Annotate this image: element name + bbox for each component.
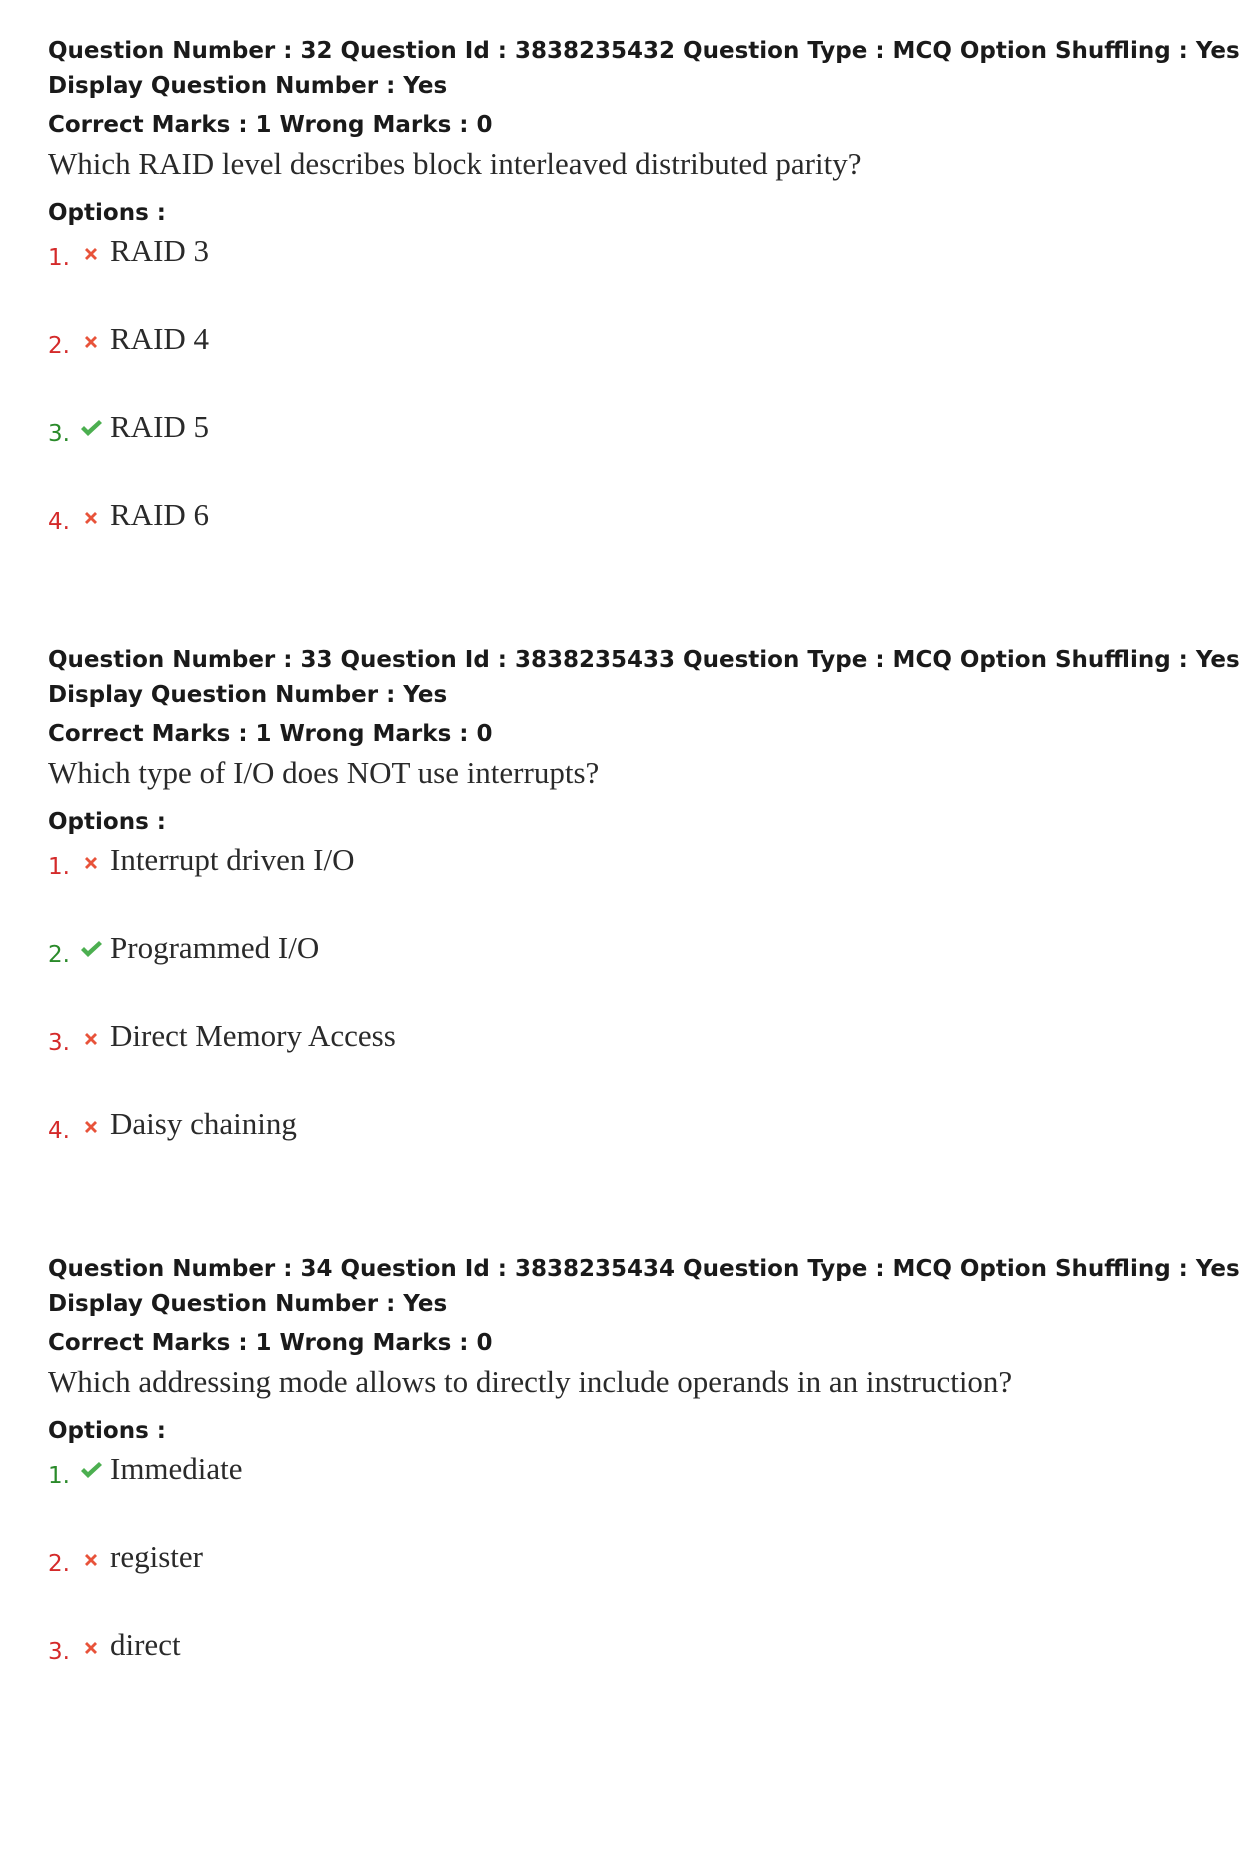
option-number: 2.: [48, 333, 70, 359]
cross-icon: [78, 1024, 104, 1050]
option-text: direct: [110, 1627, 181, 1662]
question-block: [48, 643, 1240, 1252]
option-item: [48, 497, 1198, 585]
options-label: Options :: [48, 200, 166, 226]
option-item: [48, 233, 1198, 321]
option-text: RAID 4: [110, 321, 210, 356]
option-item: [48, 1018, 1198, 1106]
question-meta: Question Number : 34 Question Id : 3838235434 Question Type : MCQ Option Shuffling : Yes: [48, 1256, 1240, 1282]
cross-icon: [78, 239, 104, 265]
option-item: [48, 321, 1198, 409]
option-text: Direct Memory Access: [110, 1018, 396, 1053]
option-text: Immediate: [110, 1451, 243, 1486]
option-text: Programmed I/O: [110, 930, 320, 965]
cross-icon: [78, 503, 104, 529]
question-meta: Question Number : 32 Question Id : 3838235432 Question Type : MCQ Option Shuffling : Yes: [48, 38, 1240, 64]
display-question-number: Display Question Number : Yes: [48, 1291, 448, 1317]
option-number: 3.: [48, 1030, 70, 1056]
option-text: RAID 6: [110, 497, 210, 532]
question-marks: Correct Marks : 1 Wrong Marks : 0: [48, 721, 493, 747]
options-list: [48, 842, 1198, 1194]
option-item: [48, 842, 1198, 930]
option-text: Interrupt driven I/O: [110, 842, 355, 877]
check-icon: [78, 936, 104, 962]
check-icon: [78, 1457, 104, 1483]
question-meta: Question Number : 33 Question Id : 3838235433 Question Type : MCQ Option Shuffling : Yes: [48, 647, 1240, 673]
display-question-number: Display Question Number : Yes: [48, 682, 448, 708]
cross-icon: [78, 1112, 104, 1138]
option-text: Daisy chaining: [110, 1106, 297, 1141]
question-marks: Correct Marks : 1 Wrong Marks : 0: [48, 1330, 493, 1356]
options-label: Options :: [48, 1418, 166, 1444]
question-block: [48, 34, 1240, 643]
question-text: Which addressing mode allows to directly include operands in an instruction?: [48, 1364, 1013, 1399]
option-item: [48, 1539, 1198, 1627]
options-list: [48, 233, 1198, 585]
cross-icon: [78, 1633, 104, 1659]
page: [48, 34, 1240, 1861]
option-number: 2.: [48, 1551, 70, 1577]
cross-icon: [78, 848, 104, 874]
option-item: [48, 1627, 1198, 1715]
cross-icon: [78, 327, 104, 353]
option-text: RAID 5: [110, 409, 210, 444]
option-item: [48, 409, 1198, 497]
option-number: 1.: [48, 854, 70, 880]
option-text: RAID 3: [110, 233, 210, 268]
option-item: [48, 1451, 1198, 1539]
option-number: 2.: [48, 942, 70, 968]
option-number: 3.: [48, 421, 70, 447]
question-text: Which type of I/O does NOT use interrupts?: [48, 755, 600, 790]
question-block: [48, 1252, 1240, 1861]
option-number: 4.: [48, 1118, 70, 1144]
display-question-number: Display Question Number : Yes: [48, 73, 448, 99]
option-number: 1.: [48, 1463, 70, 1489]
option-number: 4.: [48, 509, 70, 535]
option-text: register: [110, 1539, 203, 1574]
option-item: [48, 1106, 1198, 1194]
option-number: 1.: [48, 245, 70, 271]
options-list: [48, 1451, 1198, 1715]
cross-icon: [78, 1545, 104, 1571]
question-text: Which RAID level describes block interleaved distributed parity?: [48, 146, 862, 181]
options-label: Options :: [48, 809, 166, 835]
check-icon: [78, 415, 104, 441]
option-item: [48, 930, 1198, 1018]
question-marks: Correct Marks : 1 Wrong Marks : 0: [48, 112, 493, 138]
option-number: 3.: [48, 1639, 70, 1665]
